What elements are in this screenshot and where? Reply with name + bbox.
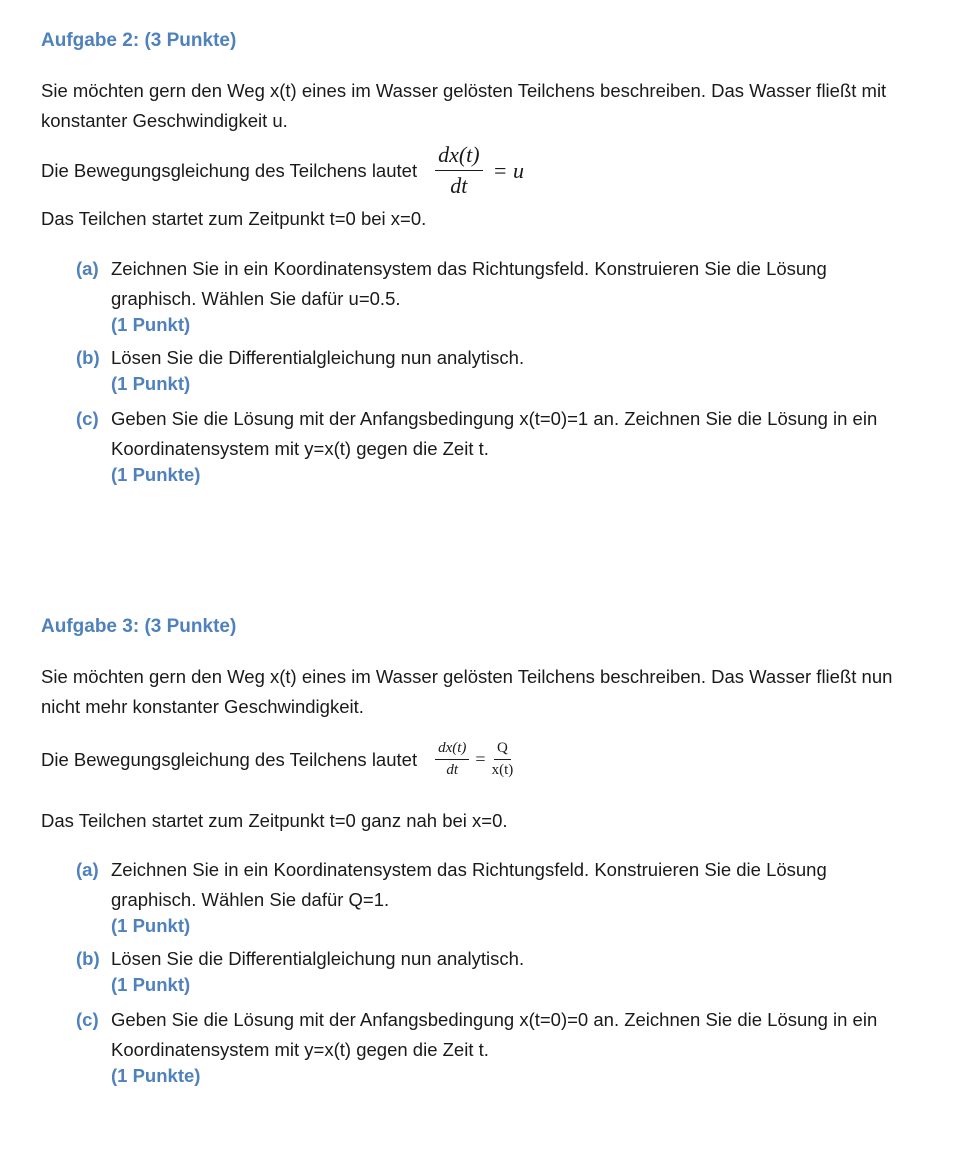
task2-equation-rhs: = u bbox=[492, 157, 524, 183]
task3-heading: Aufgabe 3: (3 Punkte) bbox=[41, 616, 237, 637]
task2-start-condition: Das Teilchen startet zum Zeitpunkt t=0 bei x=0. bbox=[41, 208, 427, 229]
task3-equation-equals: = bbox=[475, 749, 486, 769]
item-label: (b) bbox=[76, 948, 100, 969]
item-label: (a) bbox=[76, 258, 99, 279]
task3-item-c-points: (1 Punkte) bbox=[111, 1065, 201, 1086]
task3-equation-numerator: dx(t) bbox=[435, 740, 469, 760]
task2-item-a bbox=[76, 254, 926, 314]
task3-start-condition: Das Teilchen startet zum Zeitpunkt t=0 ganz nah bei x=0. bbox=[41, 810, 508, 831]
task2-equation-denominator: dt bbox=[450, 173, 468, 198]
task2-equation-lead: Die Bewegungsgleichung des Teilchens lautet bbox=[41, 159, 418, 181]
item-label: (a) bbox=[76, 859, 99, 880]
item-text-line2: graphisch. Wählen Sie dafür Q=1. bbox=[111, 889, 390, 910]
task3-equation-numerator-q: Q bbox=[494, 740, 511, 760]
item-text-line1: Lösen Sie die Differentialgleichung nun analytisch. bbox=[111, 347, 525, 368]
task3-equation-fraction-left bbox=[435, 740, 469, 779]
item-text-line1: Geben Sie die Lösung mit der Anfangsbedingung x(t=0)=0 an. Zeichnen Sie die Lösung in ein bbox=[111, 1009, 878, 1030]
task3-item-c bbox=[76, 1005, 926, 1065]
item-text-line2: graphisch. Wählen Sie dafür u=0.5. bbox=[111, 288, 401, 309]
item-text-line2: Koordinatensystem mit y=x(t) gegen die Zeit t. bbox=[111, 1039, 489, 1060]
item-text-line1: Zeichnen Sie in ein Koordinatensystem das Richtungsfeld. Konstruieren Sie die Lösung bbox=[111, 258, 827, 279]
task3-equation-denominator: dt bbox=[446, 762, 459, 778]
task3-item-a-points: (1 Punkt) bbox=[111, 915, 191, 936]
task2-equation-line bbox=[41, 142, 524, 199]
item-label: (b) bbox=[76, 347, 100, 368]
item-text-line1: Geben Sie die Lösung mit der Anfangsbedingung x(t=0)=1 an. Zeichnen Sie die Lösung in ein bbox=[111, 408, 878, 429]
task3-equation-denominator-x: x(t) bbox=[491, 762, 514, 778]
task2-item-c-points: (1 Punkte) bbox=[111, 464, 201, 485]
task2-heading: Aufgabe 2: (3 Punkte) bbox=[41, 30, 237, 51]
item-text-line1: Lösen Sie die Differentialgleichung nun analytisch. bbox=[111, 948, 525, 969]
task3-equation-fraction-right bbox=[492, 740, 514, 779]
task2-item-a-points: (1 Punkt) bbox=[111, 314, 191, 335]
task2-item-b bbox=[76, 343, 926, 373]
item-label: (c) bbox=[76, 408, 99, 429]
task2-equation-numerator: dx(t) bbox=[435, 142, 483, 171]
task3-item-a bbox=[76, 855, 926, 915]
task3-intro: Sie möchten gern den Weg x(t) eines im Wasser gelösten Teilchens beschreiben. Das Wasser fließt nun nicht mehr konstanter Geschwindigkeit. bbox=[41, 666, 893, 717]
task2-item-b-points: (1 Punkt) bbox=[111, 373, 191, 394]
task3-equation-lead: Die Bewegungsgleichung des Teilchens lautet bbox=[41, 748, 418, 770]
item-label: (c) bbox=[76, 1009, 99, 1030]
task3-item-b bbox=[76, 944, 926, 974]
item-text-line2: Koordinatensystem mit y=x(t) gegen die Zeit t. bbox=[111, 438, 489, 459]
task3-item-b-points: (1 Punkt) bbox=[111, 974, 191, 995]
item-text-line1: Zeichnen Sie in ein Koordinatensystem das Richtungsfeld. Konstruieren Sie die Lösung bbox=[111, 859, 827, 880]
task2-item-c bbox=[76, 404, 926, 464]
task3-equation-line bbox=[41, 740, 517, 779]
task2-intro: Sie möchten gern den Weg x(t) eines im Wasser gelösten Teilchens beschreiben. Das Wasser fließt mit konstanter Geschwindigkeit u. bbox=[41, 80, 887, 131]
task2-equation-fraction bbox=[435, 142, 483, 199]
